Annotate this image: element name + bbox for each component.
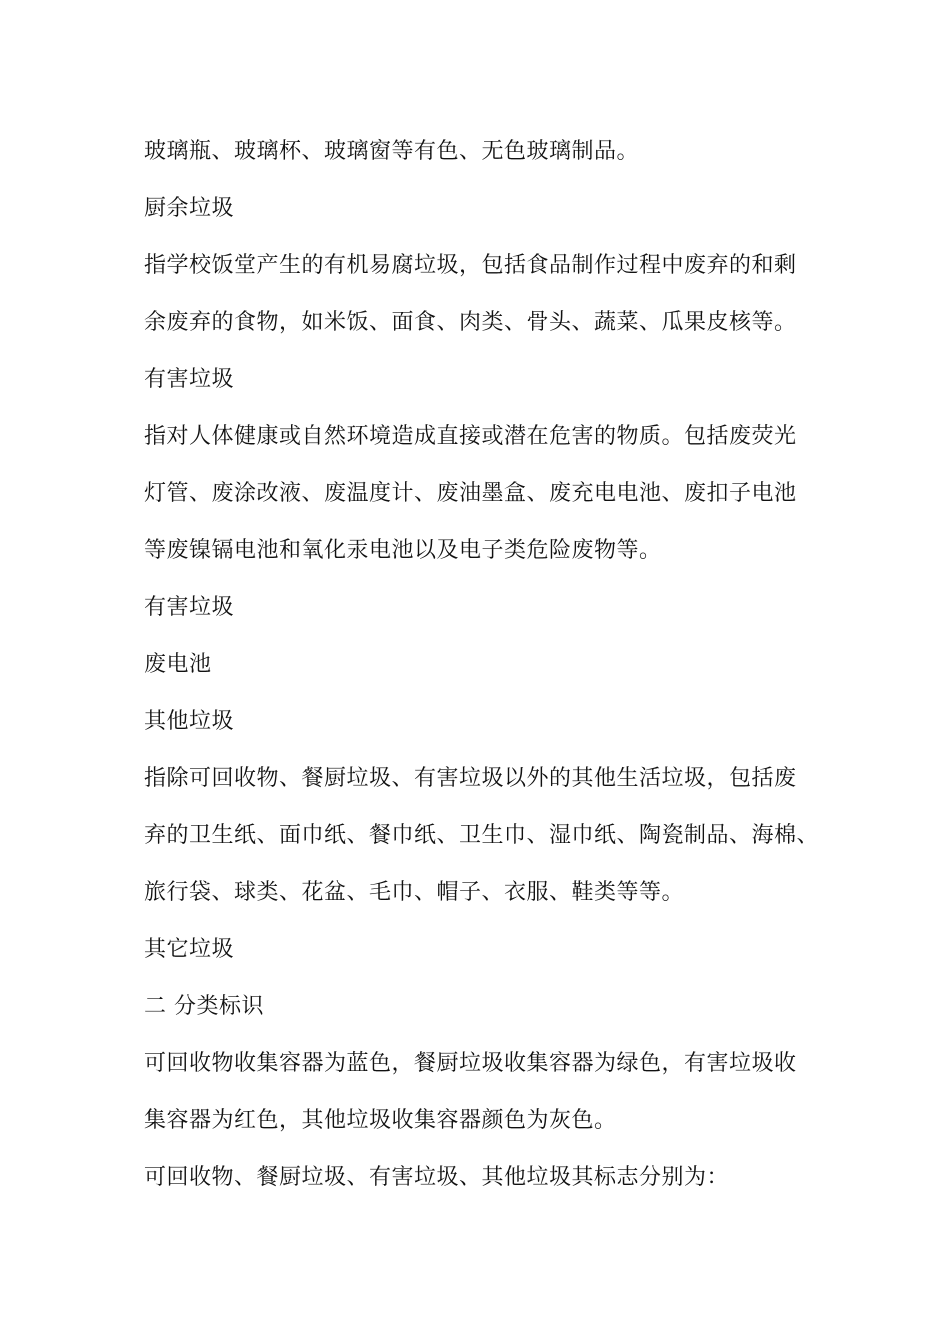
paragraph-glass-products: 玻璃瓶、玻璃杯、玻璃窗等有色、无色玻璃制品。 bbox=[144, 139, 640, 164]
paragraph-container-colors-line-1: 可回收物收集容器为蓝色，餐厨垃圾收集容器为绿色，有害垃圾收 bbox=[144, 1051, 797, 1076]
label-hazardous-waste: 有害垃圾 bbox=[144, 595, 235, 620]
paragraph-kitchen-waste-line-1: 指学校饭堂产生的有机易腐垃圾，包括食品制作过程中废弃的和剩 bbox=[144, 253, 797, 278]
heading-hazardous-waste: 有害垃圾 bbox=[144, 367, 235, 392]
heading-kitchen-waste: 厨余垃圾 bbox=[144, 196, 235, 221]
paragraph-other-line-1: 指除可回收物、餐厨垃圾、有害垃圾以外的其他生活垃圾，包括废 bbox=[144, 766, 797, 791]
paragraph-hazardous-line-1: 指对人体健康或自然环境造成直接或潜在危害的物质。包括废荧光 bbox=[144, 424, 797, 449]
paragraph-container-colors-line-2: 集容器为红色，其他垃圾收集容器颜色为灰色。 bbox=[144, 1108, 617, 1133]
heading-other-waste: 其他垃圾 bbox=[144, 709, 235, 734]
label-other-waste: 其它垃圾 bbox=[144, 937, 235, 962]
paragraph-other-line-3: 旅行袋、球类、花盆、毛巾、帽子、衣服、鞋类等等。 bbox=[144, 880, 685, 905]
paragraph-other-line-2: 弃的卫生纸、面巾纸、餐巾纸、卫生巾、湿巾纸、陶瓷制品、海棉、 bbox=[144, 823, 820, 848]
label-waste-battery: 废电池 bbox=[144, 652, 212, 677]
section-heading-classification-marks: 二 分类标识 bbox=[144, 994, 264, 1019]
paragraph-kitchen-waste-line-2: 余废弃的食物，如米饭、面食、肉类、骨头、蔬菜、瓜果皮核等。 bbox=[144, 310, 797, 335]
paragraph-marks-intro: 可回收物、餐厨垃圾、有害垃圾、其他垃圾其标志分别为： bbox=[144, 1165, 730, 1190]
paragraph-hazardous-line-2: 灯管、废涂改液、废温度计、废油墨盒、废充电电池、废扣子电池 bbox=[144, 481, 797, 506]
paragraph-hazardous-line-3: 等废镍镉电池和氧化汞电池以及电子类危险废物等。 bbox=[144, 538, 662, 563]
